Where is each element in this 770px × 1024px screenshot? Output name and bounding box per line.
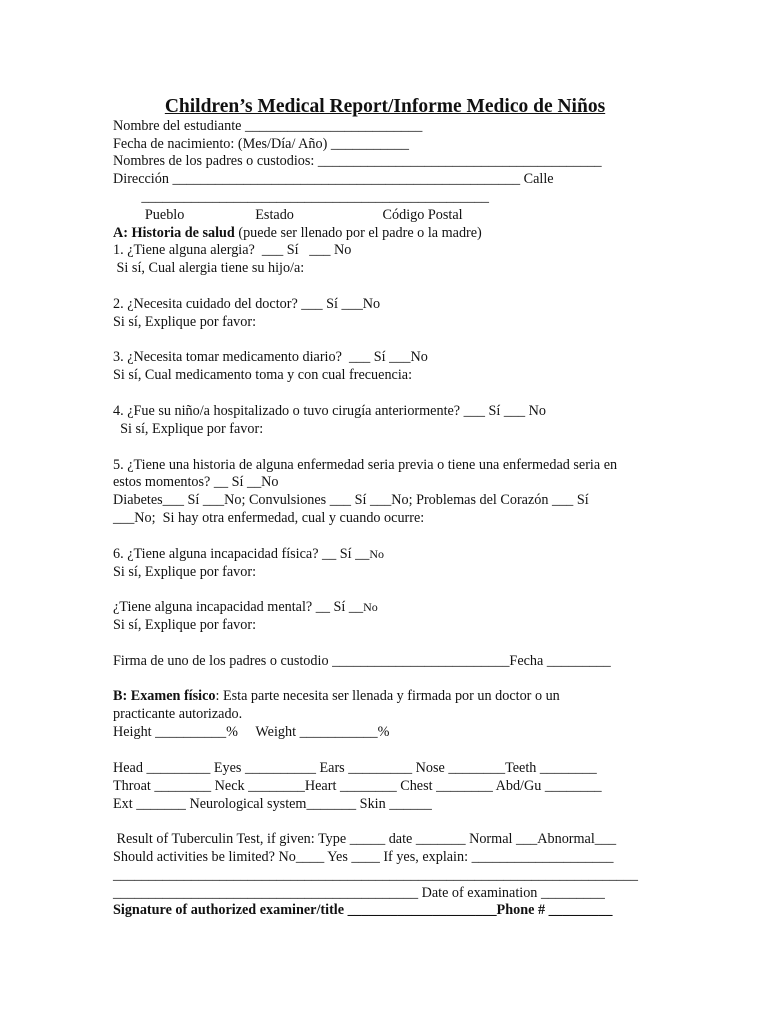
mental-disability-text: ¿Tiene alguna incapacidad mental? __ Sí __ (113, 599, 364, 615)
physical-disability-text: 6. ¿Tiene alguna incapacidad física? __ Sí __ (113, 546, 370, 562)
question-allergy[interactable]: 1. ¿Tiene alguna alergia? ___ Sí ___ No (113, 242, 352, 258)
question-physical-disability-detail: Si sí, Explique por favor: (113, 564, 257, 580)
mental-disability-no: No (363, 600, 378, 614)
section-b-heading (113, 688, 560, 705)
question-daily-medication[interactable]: 3. ¿Necesita tomar medicamento diario? ___ Sí ___No (113, 349, 428, 365)
question-hospitalized[interactable]: 4. ¿Fue su niño/a hospitalizado o tuvo cirugía anteriormente? ___ Sí ___ No (113, 403, 547, 419)
section-a-title: A: Historia de salud (113, 225, 235, 241)
parent-signature-field[interactable]: Firma de uno de los padres o custodio _________________________Fecha _________ (113, 653, 611, 669)
question-daily-medication-detail: Si sí, Cual medicamento toma y con cual frecuencia: (113, 367, 413, 383)
question-serious-illness: 5. ¿Tiene una historia de alguna enfermedad seria previa o tiene una enfermedad seria en (113, 457, 618, 473)
exam-row-throat[interactable]: Throat ________ Neck ________Heart ________ Chest ________ Abd/Gu ________ (113, 778, 602, 794)
section-a-heading (113, 225, 482, 242)
question-mental-disability-detail: Si sí, Explique por favor: (113, 617, 257, 633)
question-doctor-care[interactable]: 2. ¿Necesita cuidado del doctor? ___ Sí ___No (113, 296, 381, 312)
section-b-note: : Esta parte necesita ser llenada y firmada por un doctor o un (215, 688, 560, 704)
question-physical-disability[interactable] (113, 546, 384, 563)
height-weight-field[interactable]: Height __________% Weight ___________% (113, 724, 390, 740)
exam-date-field[interactable]: ___________________________________________ Date of examination _________ (113, 885, 605, 901)
birth-date-field[interactable]: Fecha de nacimiento: (Mes/Día/ Año) ___________ (113, 136, 409, 152)
question-illness-types[interactable]: Diabetes___ Sí ___No; Convulsiones ___ Sí ___No; Problemas del Corazón ___ Sí (113, 492, 589, 508)
section-a-note: (puede ser llenado por el padre o la madre) (234, 225, 482, 241)
question-serious-illness-answer[interactable]: estos momentos? __ Sí __No (113, 474, 279, 490)
tuberculin-test-field[interactable]: Result of Tuberculin Test, if given: Type _____ date _______ Normal ___Abnormal___ (113, 831, 617, 847)
exam-row-ext[interactable]: Ext _______ Neurological system_______ Skin ______ (113, 796, 432, 812)
physical-disability-no: No (369, 547, 385, 561)
question-mental-disability[interactable] (113, 599, 378, 616)
address-labels: Pueblo Estado Código Postal (113, 207, 463, 223)
page-title: Children’s Medical Report/Informe Medico de Niños (164, 96, 606, 117)
question-doctor-care-detail: Si sí, Explique por favor: (113, 314, 257, 330)
exam-row-head[interactable]: Head _________ Eyes __________ Ears _________ Nose ________Teeth ________ (113, 760, 597, 776)
activity-limits-field[interactable]: Should activities be limited? No____ Yes ____ If yes, explain: ____________________ (113, 849, 614, 865)
explanation-line[interactable]: __________________________________________________________________________ (113, 867, 638, 883)
examiner-signature-field[interactable]: Signature of authorized examiner/title _____________________Phone # _________ (113, 902, 613, 918)
question-illness-other[interactable]: ___No; Si hay otra enfermedad, cual y cuando ocurre: (113, 510, 425, 526)
section-b-note-cont: practicante autorizado. (113, 706, 243, 722)
student-name-field[interactable]: Nombre del estudiante _________________________ (113, 118, 423, 134)
parents-name-field[interactable]: Nombres de los padres o custodios: ________________________________________ (113, 153, 602, 169)
question-hospitalized-detail: Si sí, Explique por favor: (113, 421, 264, 437)
section-b-title: B: Examen físico (113, 688, 216, 704)
address-street-field[interactable]: Dirección _________________________________________________ Calle (113, 171, 554, 187)
address-line2-field[interactable]: _________________________________________________ (113, 189, 489, 205)
question-allergy-detail: Si sí, Cual alergia tiene su hijo/a: (113, 260, 305, 276)
